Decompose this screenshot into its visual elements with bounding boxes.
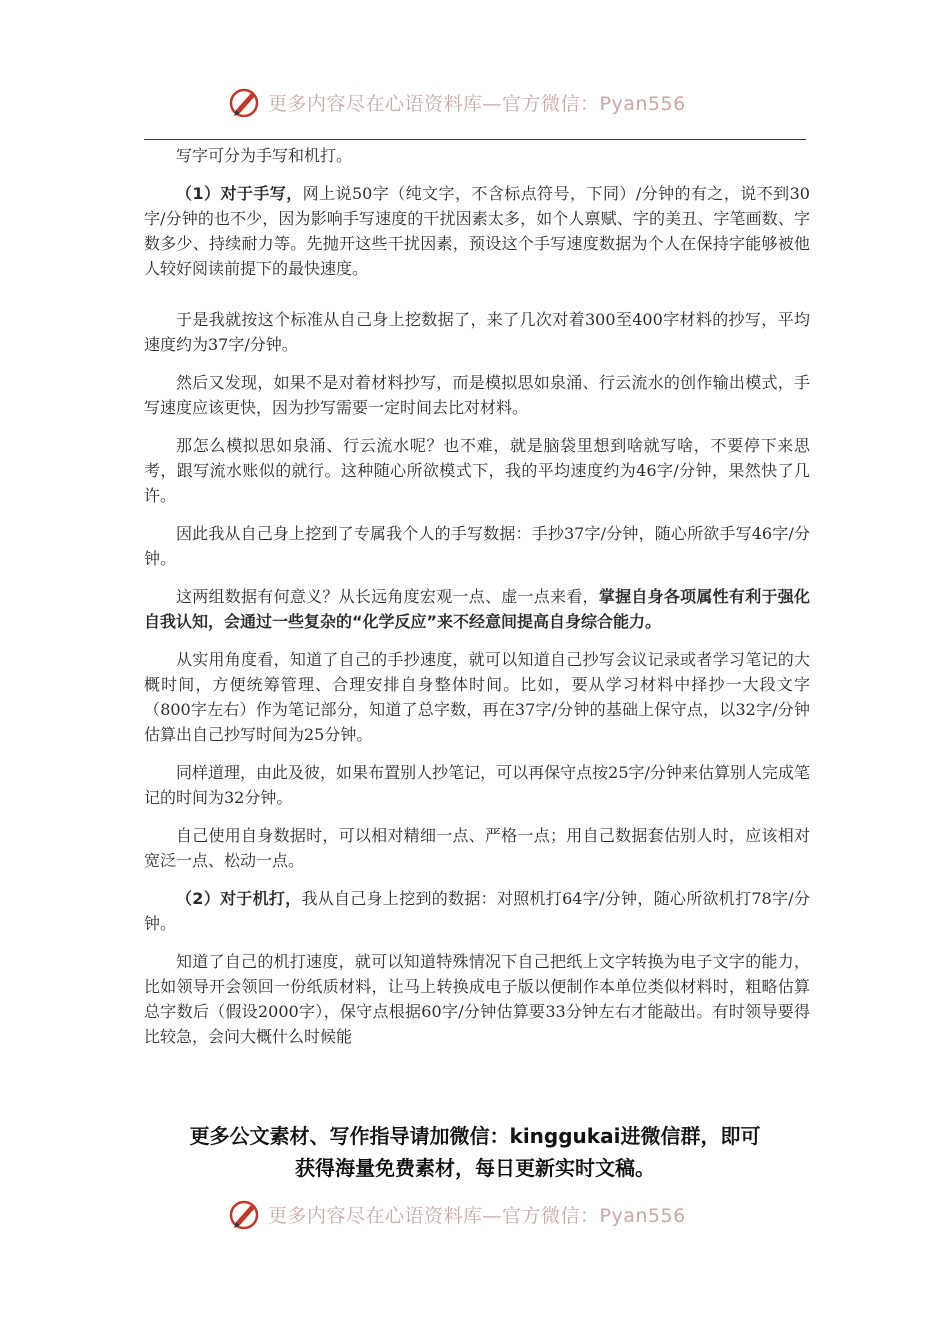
handwriting-text: 网上说50字（纯文字，不含标点符号，下同）/分钟的有之，说不到30字/分钟的也不少，因为影响手写速度的干扰因素太多，如个人禀赋、字的美丑、字笔画数、字数多少、持续耐力等。先抛开这些干扰因素，预设这个手写速度数据为个人在保持字能够被他人较好阅读前提下的最快速度。 <box>144 184 810 278</box>
pen-circle-logo-icon <box>226 1196 262 1232</box>
banner-account: Pyan556 <box>599 92 686 115</box>
cta-line-1: 更多公文素材、写作指导请加微信：kinggukai进微信群，即可 <box>189 1124 761 1148</box>
paragraph-handwriting <box>144 181 810 281</box>
footer-banner-label: 更多内容尽在心语资料库—官方微信： <box>268 1204 600 1227</box>
paragraph-4: 那怎么模拟思如泉涌、行云流水呢？也不难，就是脑袋里想到啥就写啥，不要停下来思考，跟写流水账似的就行。这种随心所欲模式下，我的平均速度约为46字/分钟，果然快了几许。 <box>144 436 810 505</box>
handwriting-heading: （1）对于手写， <box>176 184 303 203</box>
footer-banner-account: Pyan556 <box>599 1204 686 1227</box>
paragraph-6-bold: 掌握自身各项属性有利于强化自我认知，会通过一些复杂的“化学反应”来不经意间提高自身综合能力。 <box>144 587 810 631</box>
header-banner-text <box>268 89 686 116</box>
paragraph-2: 于是我就按这个标准从自己身上挖数据了，来了几次对着300至400字材料的抄写，平均速度约为37字/分钟。 <box>144 310 810 354</box>
paragraph-11: 知道了自己的机打速度，就可以知道特殊情况下自己把纸上文字转换为电子文字的能力，比如领导开会领回一份纸质材料，让马上转换成电子版以便制作本单位类似材料时，粗略估算总字数后（假设2000字），保守点根据60字/分钟估算要33分钟左右才能敲出。有时领导要得比较急，会问大概什么时候能 <box>144 952 810 1046</box>
header-divider <box>144 139 806 140</box>
footer-banner-text <box>268 1201 686 1228</box>
cta-line-2: 获得海量免费素材，每日更新实时文稿。 <box>295 1156 655 1180</box>
header-banner <box>226 80 746 124</box>
paragraph-5: 因此我从自己身上挖到了专属我个人的手写数据：手抄37字/分钟，随心所欲手写46字/分钟。 <box>144 524 810 568</box>
paragraph-7: 从实用角度看，知道了自己的手抄速度，就可以知道自己抄写会议记录或者学习笔记的大概时间，方便统筹管理、合理安排自身整体时间。比如，要从学习材料中择抄一大段文字（800字左右）作为笔记部分，知道了总字数，再在37字/分钟的基础上保守点，以32字/分钟估算出自己抄写时间为25分钟。 <box>144 650 810 744</box>
paragraph-6 <box>144 584 810 634</box>
paragraph-8: 同样道理，由此及彼，如果布置别人抄笔记，可以再保守点按25字/分钟来估算别人完成笔记的时间为32分钟。 <box>144 763 810 807</box>
footer-banner <box>226 1192 746 1236</box>
cta-block <box>120 1120 830 1184</box>
typing-heading: （2）对于机打， <box>176 889 302 908</box>
paragraph-intro: 写字可分为手写和机打。 <box>176 146 353 165</box>
banner-label: 更多内容尽在心语资料库—官方微信： <box>268 92 600 115</box>
paragraph-6-lead: 这两组数据有何意义？从长远角度宏观一点、虚一点来看， <box>176 587 599 606</box>
paragraph-typing <box>144 886 810 936</box>
document-body <box>144 143 810 1062</box>
paragraph-9: 自己使用自身数据时，可以相对精细一点、严格一点；用自己数据套估别人时，应该相对宽泛一点、松动一点。 <box>144 826 810 870</box>
pen-circle-logo-icon <box>226 84 262 120</box>
paragraph-3: 然后又发现，如果不是对着材料抄写，而是模拟思如泉涌、行云流水的创作输出模式，手写速度应该更快，因为抄写需要一定时间去比对材料。 <box>144 373 810 417</box>
typing-text: 我从自己身上挖到的数据：对照机打64字/分钟，随心所欲机打78字/分钟。 <box>144 889 810 933</box>
